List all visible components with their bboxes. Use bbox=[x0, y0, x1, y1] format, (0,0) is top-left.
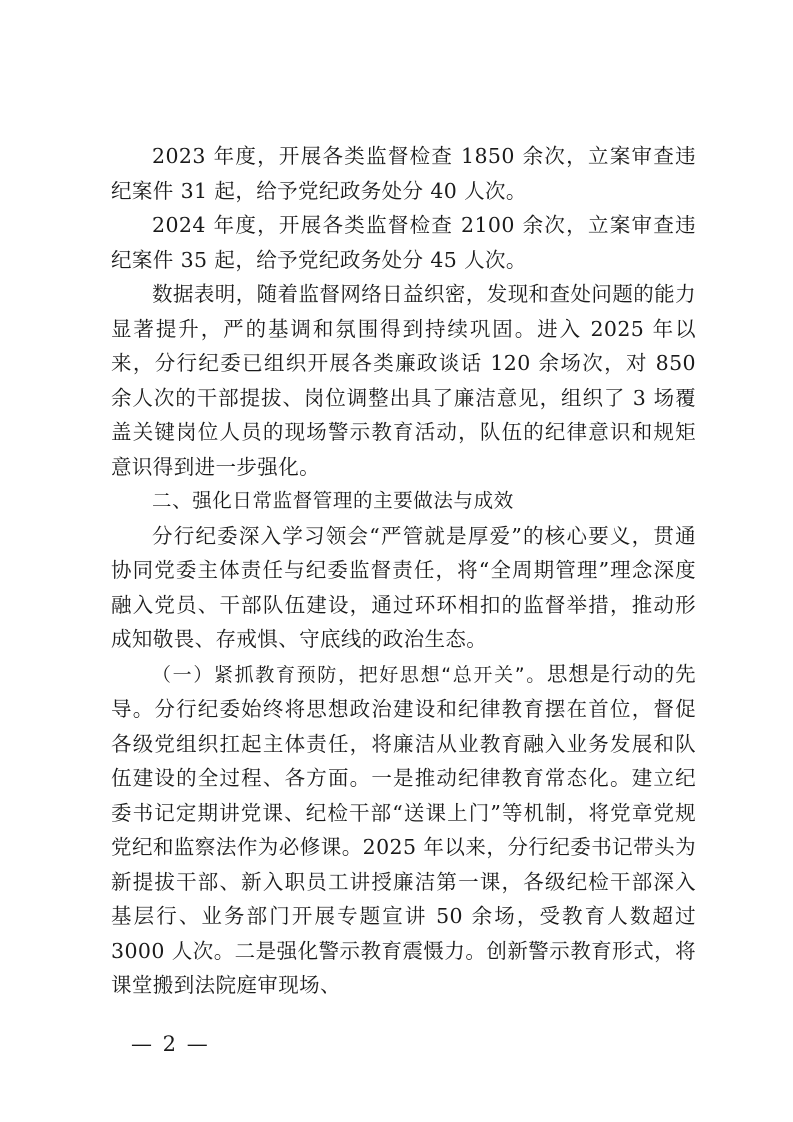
section-intro-paragraph: 分行纪委深入学习领会“严管就是厚爱”的核心要义，贯通协同党委主体责任与纪委监督责任，将“全周期管理”理念深度融入党员、干部队伍建设，通过环环相扣的监督举措，推动形成知敬畏、存戒惧、守底线的政治生态。 bbox=[111, 523, 696, 651]
page-number: — 2 — bbox=[131, 1032, 210, 1056]
subsection-paragraph bbox=[111, 657, 696, 1003]
subsection-heading: （一）紧抓教育预防，把好思想“总开关”。 bbox=[152, 663, 547, 686]
section-heading: 二、强化日常监督管理的主要做法与成效 bbox=[152, 489, 514, 512]
document-page bbox=[111, 139, 696, 1003]
subsection-body: 思想是行动的先导。分行纪委始终将思想政治建设和纪律教育摆在首位，督促各级党组织扛起主体责任，将廉洁从业教育融入业务发展和队伍建设的全过程、各方面。一是推动纪律教育常态化。建立纪委书记定期讲党课、纪检干部“送课上门”等机制，将党章党规党纪和监察法作为必修课。2025 年以来，分行纪委书记带头为新提拔干部、新入职员工讲授廉洁第一课，各级纪检干部深入基层行、业务部门开展专题宣讲 50 余场，受教育人数超过 3000 人次。二是强化警示教育震慑力。创新警示教育形式，将课堂搬到法院庭审现场、 bbox=[111, 661, 696, 997]
paragraph-data-analysis: 数据表明，随着监督网络日益织密，发现和查处问题的能力显著提升，严的基调和氛围得到持续巩固。进入 2025 年以来，分行纪委已组织开展各类廉政谈话 120 余场次，对 850 余人次的干部提拔、岗位调整出具了廉洁意见，组织了 3 场覆盖关键岗位人员的现场警示教育活动，队伍的纪律意识和规矩意识得到进一步强化。 bbox=[111, 282, 696, 479]
paragraph-2023-stats: 2023 年度，开展各类监督检查 1850 余次，立案审查违纪案件 31 起，给予党纪政务处分 40 人次。 bbox=[111, 144, 696, 203]
paragraph-2024-stats: 2024 年度，开展各类监督检查 2100 余次，立案审查违纪案件 35 起，给予党纪政务处分 45 人次。 bbox=[111, 213, 696, 272]
